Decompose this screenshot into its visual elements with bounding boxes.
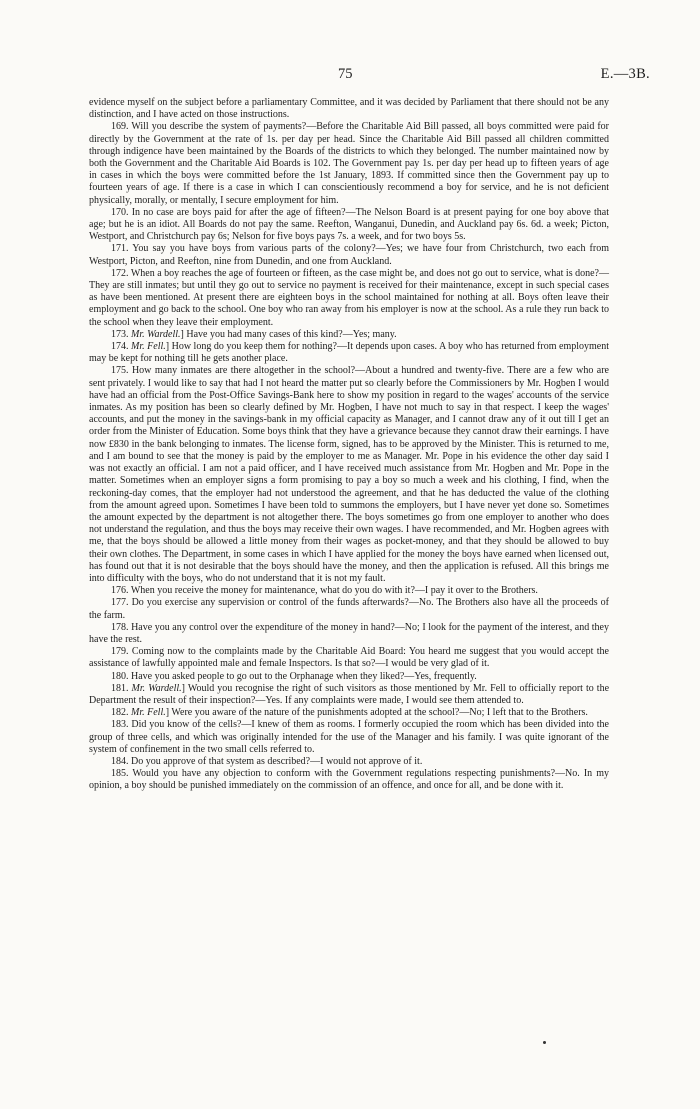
- speaker-name: Mr. Wardell.: [131, 328, 181, 340]
- paragraph: 184. Do you approve of that system as described?—I would not approve of it.: [111, 755, 423, 767]
- paragraph: 185. Would you have any objection to conform with the Government regulations respecting punishments?—No. In my opinion, a boy should be punished immediately on the commission of an offence, and once for all, and be done with it.: [89, 768, 609, 792]
- paragraph: 175. How many inmates are there altogether in the school?—About a hundred and twenty-five. There are a few who are sent privately. I would like to say that had I not heard the matter put so clearly before the Commissioners by Mr. Hogben I would have had an official from the Post-Office Savings-Bank here to show my position in regard to the wages' accounts of the service inmates. As my position has been so clearly defined by Mr. Hogben, I have not much to say in that respect. I keep the wages' accounts, and put the money in the savings-bank in my official capacity as Manager, and I cannot draw any of it out till I get an order from the Minister of Education. Some boys think that they have a grievance because they cannot draw their earnings. I have now £830 in the bank belonging to inmates. The license form, signed, has to be approved by the Minister. This is returned to me, and I am bound to see that the money is paid by the employer to me as Manager. Mr. Pope in his evidence the other day said I was not exactly an official. I am not a paid officer, and I have received much assistance from Mr. Hogben and Mr. Pope in the matter. Sometimes when an employer signs a form promising to pay a boy so much a week and his clothing, I find, when the reckoning-day comes, that the employer had not understood the agreement, and that he has deducted the value of the clothing from the amount agreed upon. Sometimes I have been told to summons the employers, but I have never yet done so. Sometimes the amount expected by the department is not altogether there. The boys sometimes go from one employer to another who does not understand the regulation, and thus the boys may receive their own wages. I have recommended, and Mr. Hogben agrees with me, that the boys should be allowed a little money from their wages as pocket-money, and that they should be allowed to buy their own clothes. The Department, in some cases in which I have applied for the money the boys have earned when licensed out, has found out that it is not desirable that the boys should have the money, and then the application is refused. All this brings me into difficulty with the boys, who do not understand that it is not my fault.: [89, 365, 609, 584]
- paragraph: 170. In no case are boys paid for after the age of fifteen?—The Nelson Board is at present paying for one boy above that age; but he is an idiot. All Boards do not pay the same. Reefton, Wanganui, Dunedin, and Auckland pay 6s. 6d. a week; Picton, Westport, and Christchurch pay 6s; Nelson for five boys pays 7s. a week, and for two boys 5s.: [89, 206, 609, 243]
- paragraph: 173. Mr. Wardell.] Have you had many cases of this kind?—Yes; many.: [111, 328, 397, 340]
- paragraph: 174. Mr. Fell.] How long do you keep them for nothing?—It depends upon cases. A boy who has returned from employment may be kept for nothing till he gets another place.: [89, 341, 609, 365]
- paragraph: 177. Do you exercise any supervision or control of the funds afterwards?—No. The Brothers also have all the proceeds of the farm.: [89, 597, 609, 621]
- paragraph: 182. Mr. Fell.] Were you aware of the nature of the punishments adopted at the school?—No; I left that to the Brothers.: [111, 707, 588, 719]
- speaker-name: Mr. Fell.: [131, 707, 166, 719]
- body-text: [89, 97, 609, 793]
- paragraph: 178. Have you any control over the expenditure of the money in hand?—No; I look for the payment of the interest, and they have the rest.: [89, 621, 609, 645]
- page-number: 75: [338, 66, 353, 82]
- paragraph: 180. Have you asked people to go out to the Orphanage when they liked?—Yes, frequently.: [111, 670, 477, 682]
- document-reference: E.—3B.: [600, 66, 650, 82]
- speaker-name: Mr. Wardell.: [131, 682, 182, 694]
- paragraph: 179. Coming now to the complaints made by the Charitable Aid Board: You heard me suggest that you would accept the assistance of lawfully appointed male and female Inspectors. Is that so?—I would be very glad of it.: [89, 646, 609, 670]
- paragraph: 171. You say you have boys from various parts of the colony?—Yes; we have four from Christchurch, two each from Westport, Picton, and Reefton, nine from Dunedin, and one from Auckland.: [89, 243, 609, 267]
- paragraph: 183. Did you know of the cells?—I knew of them as rooms. I formerly occupied the room which has been divided into the group of three cells, and which was originally intended for the use of the Manager and his family. I was quite ignorant of the system of confinement in the two small cells referred to.: [89, 719, 609, 755]
- paragraph: 172. When a boy reaches the age of fourteen or fifteen, as the case might be, and does not go out to service, what is done?—They are still inmates; but until they go out to service no payment is received for their maintenance, except in such special cases as have been mentioned. At present there are eighteen boys in the school maintained for nothing at all. Boys often leave their employment and go back to the school. One boy who ran away from his employer is now at the school. As a rule they run back to the school when they leave their employment.: [89, 267, 609, 328]
- ink-speck: [543, 1041, 546, 1044]
- speaker-name: Mr. Fell.: [131, 341, 166, 353]
- paragraph: 181. Mr. Wardell.] Would you recognise the right of such visitors as those mentioned by Mr. Fell to officially report to the Department the result of their inspection?—Yes. If any complaints were made, I would see them attended to.: [89, 682, 610, 706]
- paragraph: evidence myself on the subject before a parliamentary Committee, and it was decided by Parliament that there should not be any distinction, and I have acted on those instructions.: [89, 97, 609, 121]
- page-header: [0, 66, 700, 86]
- paragraph: 169. Will you describe the system of payments?—Before the Charitable Aid Bill passed, all boys committed were paid for directly by the Government at the rate of 1s. per day per head. Since the Charitable Aid Bill passed all children committed through indigence have been maintained by the Boards of the districts to which they belonged. The number maintained now by both the Government and the Charitable Aid Boards is 102. The Government pay 1s. per day per head up to fifteen years of age in cases in which the boys were committed before the 1st January, 1893. If committed since then the Government pay up to fourteen years of age. If there is a case in which I can conscientiously recommend a boy for service, and he is not deficient physically, morally, or mentally, I secure employment for him.: [89, 121, 609, 206]
- paragraph: 176. When you receive the money for maintenance, what do you do with it?—I pay it over to the Brothers.: [111, 585, 538, 597]
